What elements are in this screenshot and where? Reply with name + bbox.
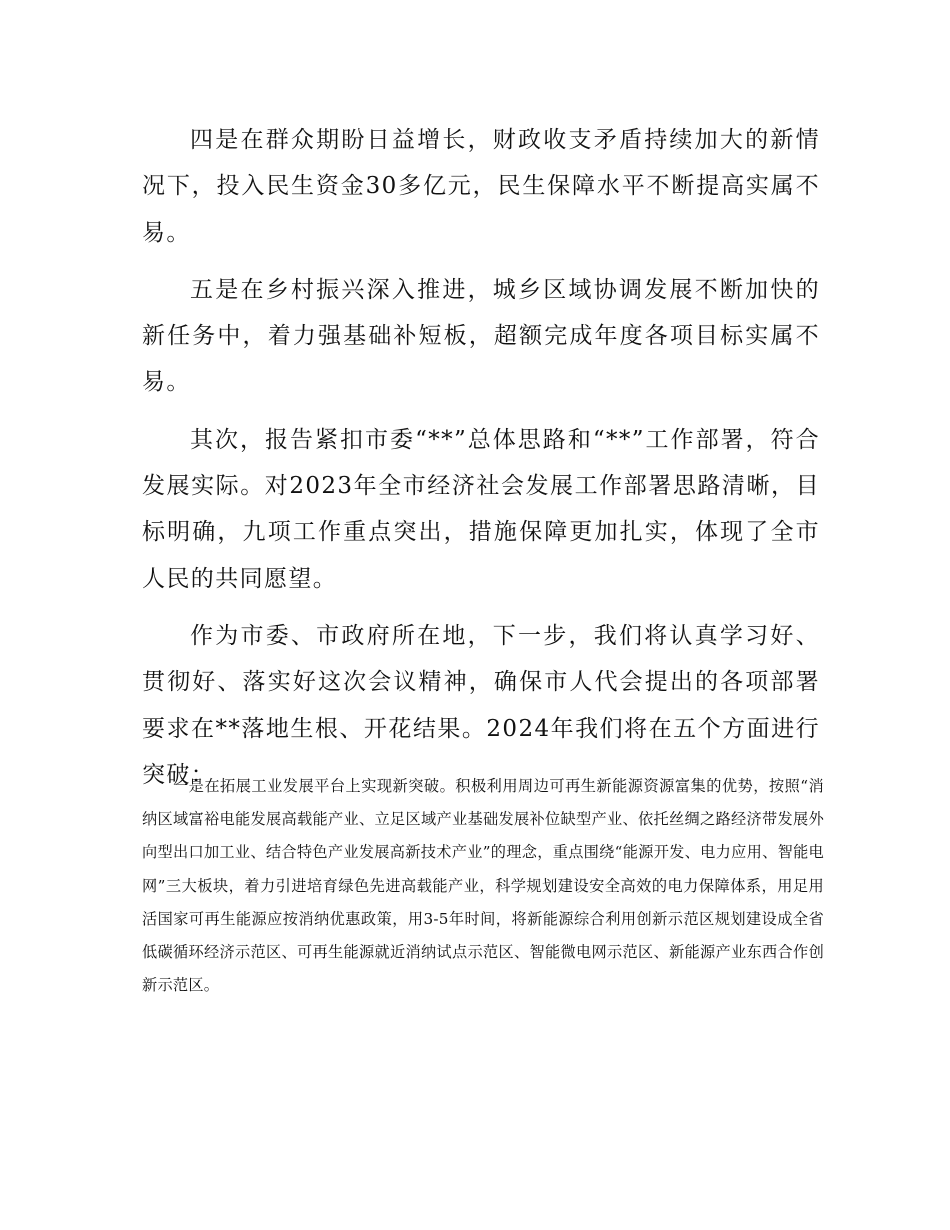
paragraph-report-assessment: 其次，报告紧扣市委“**”总体思路和“**”工作部署，符合发展实际。对2023年全市经济社会发展工作部署思路清晰，目标明确，九项工作重点突出，措施保障更加扎实，体现了全市人民的共同愿望。 (142, 426, 820, 592)
detail-text-section (142, 770, 824, 1002)
main-text-section (142, 117, 820, 809)
paragraph-industrial-platform: 一是在拓展工业发展平台上实现新突破。积极利用周边可再生新能源资源富集的优势，按照“消纳区域富裕电能发展高载能产业、立足区域产业基础发展补位缺型产业、依托丝绸之路经济带发展外向型出口加工业、结合特色产业发展高新技术产业”的理念，重点围绕“能源开发、电力应用、智能电网”三大板块，着力引进培育绿色先进高载能产业，科学规划建设安全高效的电力保障体系，用足用活国家可再生能源应按消纳优惠政策，用3-5年时间，将新能源综合利用创新示范区规划建设成全省低碳循环经济示范区、可再生能源就近消纳试点示范区、智能微电网示范区、新能源产业东西合作创新示范区。 (142, 777, 824, 995)
paragraph-next-steps: 作为市委、市政府所在地，下一步，我们将认真学习好、贯彻好、落实好这次会议精神，确保市人代会提出的各项部署要求在**落地生根、开花结果。2024年我们将在五个方面进行突破： (142, 622, 820, 788)
paragraph-four: 四是在群众期盼日益增长，财政收支矛盾持续加大的新情况下，投入民生资金30多亿元，民生保障水平不断提高实属不易。 (142, 127, 820, 246)
paragraph-five: 五是在乡村振兴深入推进，城乡区域协调发展不断加快的新任务中，着力强基础补短板，超额完成年度各项目标实属不易。 (142, 276, 820, 396)
